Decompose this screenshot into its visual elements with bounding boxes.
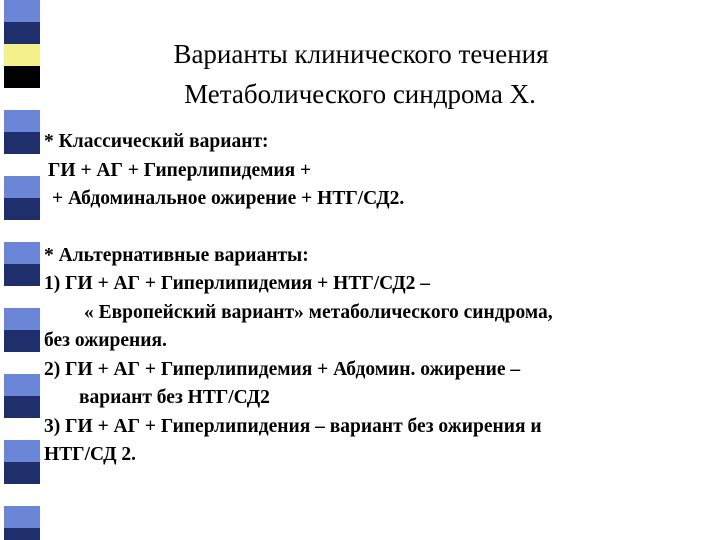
deco-block — [4, 242, 40, 264]
deco-block — [4, 154, 40, 176]
deco-block — [4, 484, 40, 506]
classic-heading: * Классический вариант: — [44, 131, 269, 152]
deco-block — [4, 308, 40, 330]
alt-item-3-line-2: НТГ/СД 2. — [44, 444, 137, 465]
classic-section — [44, 128, 704, 214]
alt-item-3-line-1: 3) ГИ + АГ + Гиперлипидения – вариант без ожирения и — [44, 415, 542, 437]
deco-block — [4, 176, 40, 198]
deco-block — [4, 330, 40, 352]
alternative-section — [44, 242, 704, 470]
classic-line-2: + Абдоминальное ожирение + НТГ/СД2. — [52, 188, 405, 209]
slide-body — [44, 128, 704, 470]
deco-block — [4, 506, 40, 528]
deco-block — [4, 352, 40, 374]
deco-block — [4, 132, 40, 154]
deco-block — [4, 198, 40, 220]
deco-block — [4, 264, 40, 286]
deco-block — [4, 374, 40, 396]
deco-block — [4, 220, 40, 242]
alt-item-2-line-1: 2) ГИ + АГ + Гиперлипидемия + Абдомин. ожирение – — [44, 358, 521, 380]
deco-block — [4, 440, 40, 462]
alt-item-1-line-1: 1) ГИ + АГ + Гиперлипидемия + НТГ/СД2 – — [44, 273, 431, 294]
deco-block — [4, 0, 40, 22]
alt-item-2-line-2: вариант без НТГ/СД2 — [79, 387, 270, 408]
deco-block — [4, 418, 40, 440]
alt-item-1-line-3: без ожирения. — [44, 330, 167, 351]
title-line-2: Метаболического синдрома Х. — [184, 79, 536, 109]
deco-block — [4, 396, 40, 418]
deco-block — [4, 286, 40, 308]
slide-title — [0, 34, 720, 114]
alternative-heading: * Альтернативные варианты: — [44, 244, 309, 266]
classic-line-1: ГИ + АГ + Гиперлипидемия + — [48, 159, 312, 181]
section-gap — [44, 214, 704, 242]
alt-item-1-line-2: « Европейский вариант» метаболического синдрома, — [84, 301, 553, 323]
deco-block — [4, 528, 40, 540]
deco-block — [4, 462, 40, 484]
title-line-1: Варианты клинического течения — [173, 39, 549, 69]
